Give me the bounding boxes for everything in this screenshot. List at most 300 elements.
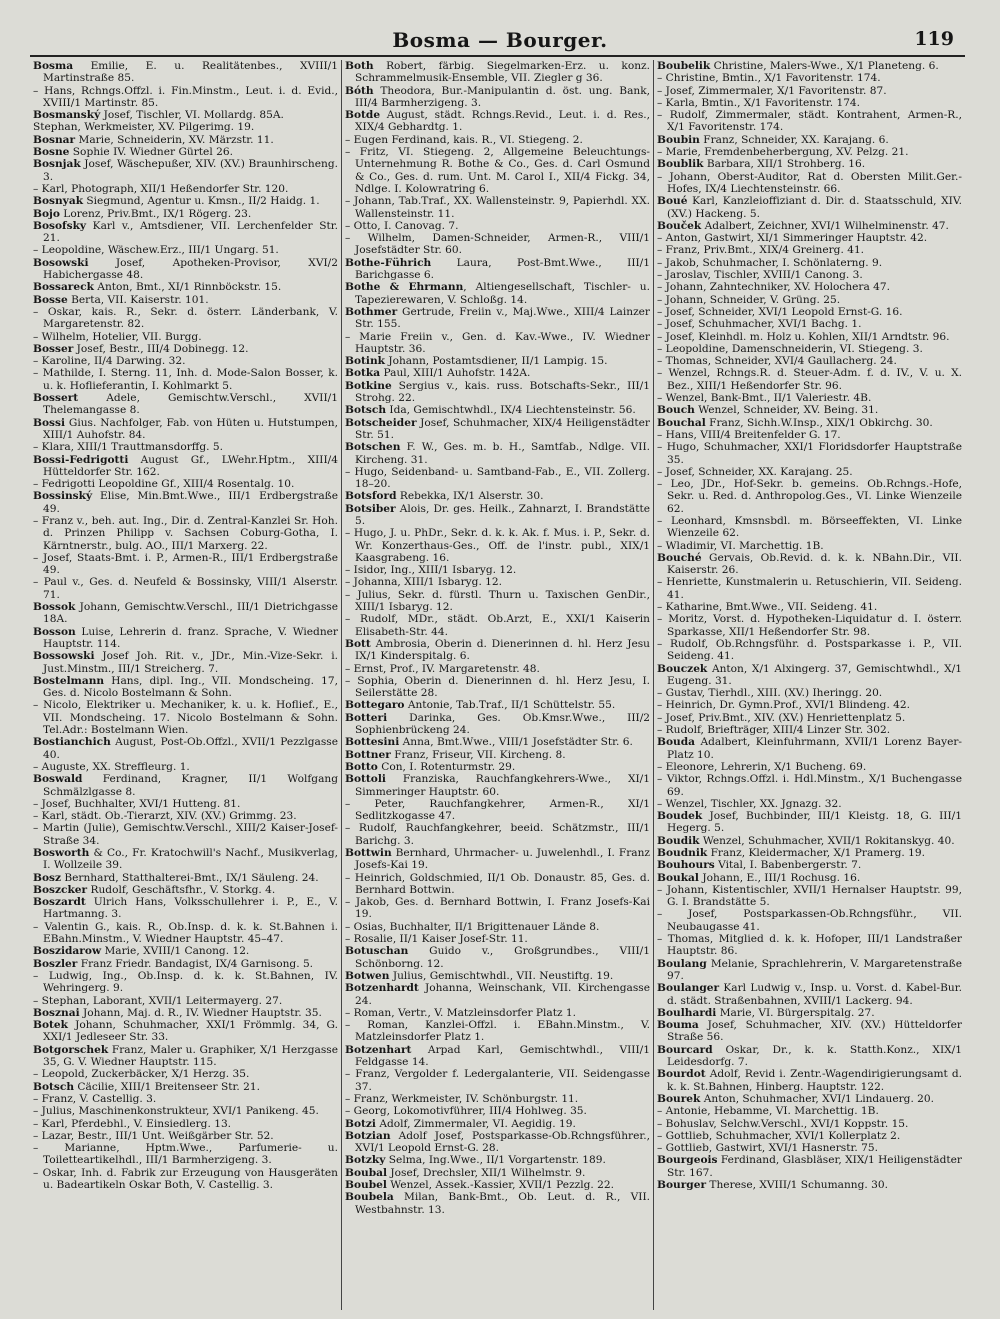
directory-entry [657,429,962,441]
directory-entry [33,183,338,195]
entry-details: – Julius, Sekr. d. fürstl. Thurn u. Taxischen GenDir., XIII/1 Isbaryg. 12. [345,588,650,614]
entry-details: – Fedrigotti Leopoldine Gf., XIII/4 Rosentalg. 10. [33,478,295,491]
entry-details: Luise, Lehrerin d. franz. Sprache, V. Wiedner Hauptstr. 114. [43,625,338,650]
entry-details: – Josef, Kleinhdl. m. Holz u. Kohlen, XII/1 Arndtstr. 96. [657,330,950,343]
entry-details: Selma, Ing.Wwe., II/1 Vorgartenstr. 189. [385,1154,606,1167]
entry-details: Bernhard, Uhrmacher- u. Juwelenhdl., I. Franz Josefs-Kai 19. [355,847,650,872]
directory-entry [345,109,650,134]
entry-surname: Boswald [33,773,83,786]
entry-details: – Henriette, Kunstmalerin u. Retuschierin, VII. Seideng. 41. [657,576,962,601]
entry-surname: Bosse [33,293,68,306]
directory-entry [345,933,650,945]
entry-details: Ambrosia, Oberin d. Dienerinnen d. hl. Herz Jesu IX/1 Kinderspitalg. 6. [355,637,650,663]
entry-surname: Bosznai [33,1006,80,1019]
entry-details: Josef, Drechsler, XII/1 Wilhelmstr. 9. [387,1166,586,1179]
entry-details: – Wladimir, VI. Marchettig. 1B. [657,539,824,552]
entry-surname: Bossi [33,416,65,429]
directory-entry [657,798,962,810]
entry-details: – Auguste, XX. Streffleurg. 1. [33,760,190,773]
entry-surname: Boulhardi [657,1006,717,1019]
entry-details: Hans, dipl. Ing., VII. Mondscheing. 17, Ges. d. Nicolo Bostelmann & Sohn. [43,674,338,700]
entry-details: Josef, Buchbinder, III/1 Kleistg. 18, G. III/1 Hegerg. 5. [667,810,962,835]
entry-surname: Botteri [345,711,388,724]
directory-entry [33,601,338,626]
directory-entry [33,1167,338,1192]
entry-surname: Bottoli [345,773,386,786]
directory-entry [345,970,650,982]
directory-entry [657,85,962,97]
entry-surname: Boubal [345,1166,388,1179]
entry-surname: Botsiber [345,502,396,515]
entry-details: – Karl, städt. Ob.-Tierarzt, XIV. (XV.) Grimmg. 23. [33,810,297,823]
entry-details: – Mathilde, I. Sterng. 11, Inh. d. Mode-Salon Bosser, k. u. k. Hoflieferantin, I. Kohlmarkt 5. [33,367,338,392]
entry-details: Johann, Gemischtw.Verschl., III/1 Dietrichgasse 18A. [43,601,338,626]
directory-entry [33,1130,338,1142]
entry-surname: Bouma [657,1019,699,1032]
entry-details: – Heinrich, Goldschmied, II/1 Ob. Donaustr. 85, Ges. d. Bernhard Bottwin. [345,871,650,896]
entry-details: Con, I. Rotenturmstr. 29. [377,760,516,773]
entry-details: – Josef, Postsparkassen-Ob.Rchngsführ., VII. Neubaugasse 41. [657,908,962,933]
directory-entry [657,134,962,146]
entry-details: Rudolf, Geschäftsfhr., V. Storkg. 4. [87,883,276,896]
entry-surname: Bosnar [33,133,76,146]
entry-details: – Paul v., Ges. d. Neufeld & Bossinsky, VIII/1 Alserstr. 71. [33,576,338,601]
directory-entry [33,60,338,85]
entry-details: – Roman, Kanzlei-Offzl. i. EBahn.Minstm., V. Matzleinsdorfer Platz 1. [345,1019,650,1044]
entry-details: Emilie, E. u. Realitätenbes., XVIII/1 Martinstraße 85. [43,60,338,85]
entry-details: Barbara, XII/1 Strohberg. 16. [703,158,866,171]
entry-details: – Otto, I. Canovag. 7. [345,219,459,232]
directory-entry [657,294,962,306]
directory-entry [345,1130,650,1155]
entry-surname: Bourek [657,1092,701,1105]
entry-details: Josef Joh. Rit. v., JDr., Min.-Vize-Sekr. i. Just.Minstm., III/1 Streicherg. 7. [43,650,338,675]
entry-details: – Isidor, Ing., XIII/1 Isbaryg. 12. [345,564,517,577]
entry-details: Josef, Wäschepußer, XIV. (XV.) Braunhirscheng. 3. [43,158,338,183]
directory-entry [657,859,962,871]
entry-details: – Hugo, Schuhmacher, XXI/1 Floridsdorfer Hauptstraße 35. [657,441,962,466]
directory-entry [345,355,650,367]
entry-surname: Bourgeois [657,1154,718,1167]
entry-details: – Thomas, Schneider, XVI/4 Gaullacherg. 24. [657,355,897,368]
directory-entry [657,158,962,170]
entry-details: Johanna, Weinschank, VII. Kirchengasse 24. [355,982,650,1007]
entry-details: – Anton, Gastwirt, XI/1 Simmeringer Hauptstr. 42. [657,232,928,245]
directory-entry [33,281,338,293]
directory-entry [33,552,338,577]
column-2 [342,60,653,1310]
directory-entry [657,687,962,699]
entry-details: – Oskar, kais. R., Sekr. d. österr. Länderbank, V. Margaretenstr. 82. [33,305,338,331]
entry-details: – Josef, Buchhalter, XVI/1 Hutteng. 81. [33,797,241,810]
directory-entry [657,1044,962,1069]
entry-surname: Bosma [33,60,74,72]
entry-surname: Bothmer [345,305,398,318]
directory-entry [33,810,338,822]
entry-details: – Josef, Zimmermaler, X/1 Favoritenstr. 87. [657,84,887,97]
entry-details: – Wenzel, Rchngs.R. d. Steuer-Adm. f. d. IV., V. u. X. Bez., XIII/1 Heßendorfer Str. 96. [657,367,962,392]
entry-surname: Bouček [657,219,702,232]
entry-surname: Boué [657,195,688,208]
entry-details: – Sophia, Oberin d. Dienerinnen d. hl. Herz Jesu, I. Seilerstätte 28. [345,674,650,700]
entry-details: – Hugo, Seidenband- u. Samtband-Fab., E., VII. Zollerg. 18–20. [345,465,650,491]
entry-surname: Bossok [33,601,76,614]
directory-entry [657,540,962,552]
entry-details: – Peter, Rauchfangkehrer, Armen-R., XI/1 Sedlitzkogasse 47. [345,797,650,823]
entry-surname: Bojo [33,207,60,220]
entry-details: – Nicolo, Elektriker u. Mechaniker, k. u. k. Hoflief., E., VII. Mondscheing. 17. Nicolo Bostelmann & Sohn. Tel.Adr.: Bostelmann Wien. [33,699,338,737]
entry-surname: Boublik [657,158,704,171]
directory-entry [345,220,650,232]
entry-details: – Jaroslav, Tischler, XVIII/1 Canong. 3. [657,269,863,282]
directory-entry [345,798,650,823]
directory-entry [33,847,338,872]
directory-entry [345,576,650,588]
directory-entry [657,404,962,416]
entry-details: Adalbert, Zeichner, XVI/1 Wilhelminenstr. 47. [701,219,949,232]
entry-details: Marie, VI. Bürgerspitalg. 27. [716,1006,875,1019]
directory-entry [33,884,338,896]
entry-surname: Boubela [345,1191,394,1204]
directory-entry [657,884,962,909]
directory-entry [657,392,962,404]
entry-details: Anton, Schuhmacher, XVI/1 Lindauerg. 20. [700,1092,935,1105]
entry-details: – Ludwig, Ing., Ob.Insp. d. k. k. St.Bahnen, IV. Wehringerg. 9. [33,969,338,995]
directory-entry [657,72,962,84]
directory-entry [33,675,338,700]
entry-details: Anton, Bmt., XI/1 Rinnböckstr. 15. [93,281,282,294]
directory-entry [345,589,650,614]
entry-details: Darinka, Ges. Ob.Kmsr.Wwe., III/2 Sophienbrückeng 24. [355,711,650,737]
directory-entry [657,331,962,343]
entry-details: Wenzel, Schneider, XV. Being. 31. [694,404,879,417]
entry-surname: Bouhours [657,859,715,872]
directory-entry [345,1019,650,1044]
directory-entry [657,1007,962,1019]
entry-surname: Bostelmann [33,674,105,687]
directory-entry [33,736,338,761]
entry-details: Franz Friedr. Bandagist, IX/4 Garnisong. 5. [77,957,314,970]
directory-entry [345,1093,650,1105]
directory-entry [33,699,338,736]
entry-details: Adele, Gemischtw.Verschl., XVII/1 Thelemangasse 8. [43,392,338,417]
entry-details: – Franz v., beh. aut. Ing., Dir. d. Zentral-Kanzlei Sr. Hoh. d. Prinzen Philipp v. Sachsen Coburg-Gotha, I. Kärntnerstr., bulg. AO., III/1 Marxerg. 22. [33,514,338,552]
directory-entry [657,343,962,355]
directory-entry [657,699,962,711]
directory-entry [345,1068,650,1093]
entry-surname: Bosowski [33,256,89,269]
entry-surname: Botek [33,1019,68,1032]
entry-surname: Botsch [345,404,387,417]
directory-entry [657,417,962,429]
directory-entry [657,109,962,134]
directory-entry [657,1105,962,1117]
entry-surname: Bosson [33,625,76,638]
entry-details: – Marie, Fremdenbeherbergung, XV. Pelzg. 21. [657,146,909,159]
entry-details: Adolf, Revid i. Zentr.-Wagendirigierungsamt d. k. k. St.Bahnen, Hinberg. Hauptstr. 122. [667,1068,962,1093]
entry-details: , Altiengesellschaft, Tischler- u. Tapezierewaren, V. Schloßg. 14. [355,281,650,306]
directory-entry [345,367,650,379]
entry-details: – Karl, Photograph, XII/1 Heßendorfer Str. 120. [33,182,289,195]
directory-entry [345,466,650,491]
entry-surname: Boudik [657,834,700,847]
directory-entry [657,958,962,983]
directory-entry [657,933,962,958]
directory-entry [345,896,650,921]
directory-entry [345,490,650,502]
directory-entry [33,109,338,121]
column-1 [30,60,341,1310]
directory-entry [657,306,962,318]
directory-entry [33,1105,338,1117]
directory-entry [345,257,650,282]
directory-entry [33,1142,338,1167]
entry-details: August, städt. Rchngs.Revid., Leut. i. d. Res., XIX/4 Gebhardtg. 1. [355,109,650,134]
entry-details: Adalbert, Kleinfuhrmann, XVII/1 Lorenz Bayer-Platz 10. [667,736,962,761]
entry-details: Josef, Bestr., III/4 Dobinegg. 12. [73,342,249,355]
directory-entry [345,749,650,761]
running-head: Bosma — Bourger. [392,28,608,52]
entry-surname: Bourdot [657,1068,706,1081]
entry-surname: Botscheider [345,416,417,429]
directory-entry [33,1081,338,1093]
directory-entry [657,146,962,158]
directory-entry [657,195,962,220]
directory-entry [657,847,962,859]
entry-surname: Botzenhart [345,1043,412,1056]
entry-details: Alois, Dr. ges. Heilk., Zahnarzt, I. Brandstätte 5. [355,502,650,527]
entry-details: Elise, Min.Bmt.Wwe., III/1 Erdbergstraße 49. [43,490,338,515]
entry-details: – Josef, Schneider, XX. Karajang. 25. [657,465,853,478]
entry-surname: Bouché [657,551,702,564]
entry-details: Karl v., Amtsdiener, VII. Lerchenfelder Str. 21. [43,219,338,245]
entry-surname: Bossi-Fedrigotti [33,453,129,466]
entry-surname: Botsch [33,1080,75,1093]
entry-surname: Botzenhardt [345,982,419,995]
entry-details: – Wenzel, Bank-Bmt., II/1 Valeriestr. 4B. [657,392,872,405]
directory-entry [345,306,650,331]
entry-details: – Franz, Priv.Bmt., XIX/4 Greinerg. 41. [657,244,865,257]
entry-details: Antonie, Tab.Traf., II/1 Schüttelstr. 55. [404,699,616,712]
directory-entry [33,306,338,331]
directory-entry [657,1142,962,1154]
entry-details: – Roman, Vertr., V. Matzleinsdorfer Platz 1. [345,1006,577,1019]
entry-details: Franz, Friseur, VII. Kircheng. 8. [390,748,566,761]
entry-details: – Karoline, II/4 Darwing. 32. [33,355,186,368]
directory-entry [345,417,650,442]
header-rule [30,55,965,57]
entry-surname: Both [345,60,374,72]
directory-entry [657,1118,962,1130]
entry-surname: Bouczek [657,662,708,675]
directory-entry [345,1154,650,1166]
entry-surname: Botgorschek [33,1043,109,1056]
entry-details: – Rudolf, Briefträger, XIII/4 Linzer Str. 302. [657,724,891,737]
directory-entry [345,60,650,85]
directory-entry [345,921,650,933]
entry-details: August, Post-Ob.Offzl., XVII/1 Pezzlgasse 40. [43,736,338,761]
entry-details: Sergius v., kais. russ. Botschafts-Sekr., III/1 Strohg. 22. [355,379,650,405]
entry-details: Ida, Gemischtwhdl., IX/4 Liechtensteinstr. 56. [386,404,636,417]
entry-details: – Rudolf, Ob.Rchngsführ. d. Postsparkasse i. P., VII. Seideng. 41. [657,637,962,663]
entry-surname: Boubel [345,1179,387,1192]
directory-entry [33,478,338,490]
entry-details: – Rudolf, Zimmermaler, städt. Kontrahent, Armen-R., X/1 Favoritenstr. 174. [657,109,962,134]
entry-details: – Hans, Rchngs.Offzl. i. Fin.Minstm., Leut. i. d. Evid., XVIII/1 Martinstr. 85. [33,84,338,109]
entry-details: Josef, Schuhmacher, XIV. (XV.) Hütteldorfer Straße 56. [667,1019,962,1044]
entry-details: Oskar, Dr., k. k. Statth.Konz., XIX/1 Leidesdorfg. 7. [667,1043,962,1069]
entry-details: – Karl, Pferdebhl., V. Einsiedlerg. 13. [33,1117,232,1130]
entry-details: Josef, Tischler, VI. Mollardg. 85A. [100,109,284,122]
directory-entry [33,454,338,479]
entry-surname: Boszcker [33,883,88,896]
directory-entry [657,1093,962,1105]
entry-details: – Eugen Ferdinand, kais. R., VI. Stiegeng. 2. [345,133,583,146]
directory-entry [657,257,962,269]
entry-details: – Johann, Zahntechniker, XV. Holochera 47. [657,281,891,294]
directory-entry [33,958,338,970]
entry-details: – Fritz, VI. Stiegeng. 2, Allgemeine Beleuchtungs-Unternehmung R. Bothe & Co., Ges. d. Carl Osmund & Co., Ges. d. rum. Unt. M. Carol I., XII/4 Fickg. 34, Ndlge. I. Kolowratring 6. [345,146,650,195]
entry-surname: Botzky [345,1154,386,1167]
directory-entry [33,220,338,245]
directory-entry [33,134,338,146]
entry-surname: Bosser [33,342,74,355]
entry-surname: Bouda [657,736,695,749]
entry-details: – Lazar, Bestr., III/1 Unt. Weißgärber Str. 52. [33,1129,274,1142]
entry-details: – Wilhelm, Damen-Schneider, Armen-R., VIII/1 Josefstädter Str. 60. [345,232,650,257]
directory-entry [33,921,338,946]
entry-details: Siegmund, Agentur u. Kmsn., II/2 Haidg. 1. [83,195,320,208]
entry-details: Johann, Postamtsdiener, II/1 Lampig. 15. [384,355,608,368]
entry-details: Ferdinand, Kragner, II/1 Wolfgang Schmälzlgasse 8. [43,773,338,798]
entry-details: Johann, E., III/1 Rochusg. 16. [698,871,861,884]
directory-entry [657,232,962,244]
entry-details: – Johann, Schneider, V. Grüng. 25. [657,293,841,306]
entry-details: – Josef, Priv.Bmt., XIV. (XV.) Henriettenplatz 5. [657,711,906,724]
directory-entry [345,847,650,872]
entry-surname: Botkine [345,379,392,392]
entry-surname: Bottesini [345,736,400,749]
entry-surname: Bothe & Ehrmann [345,281,464,294]
directory-entry [33,158,338,183]
directory-entry [33,773,338,798]
directory-entry [33,1093,338,1105]
directory-entry [33,515,338,552]
directory-entry [33,576,338,601]
entry-details: – Ernst, Prof., IV. Margaretenstr. 48. [345,662,540,675]
directory-entry [345,1179,650,1191]
directory-entry [657,220,962,232]
entry-surname: Bosmanský [33,109,101,122]
directory-entry [33,343,338,355]
directory-entry [657,613,962,638]
entry-surname: Bottner [345,748,391,761]
directory-entry [345,736,650,748]
entry-details: Cäcilie, XIII/1 Breitenseer Str. 21. [74,1080,260,1093]
entry-surname: Bosofsky [33,219,87,232]
entry-details: – Leo, JDr., Hof-Sekr. b. gemeins. Ob.Rchngs.-Hofe, Sekr. u. Red. d. Anthropolog.Ges., VI. Linke Wienzeile 62. [657,478,962,515]
entry-details: Guido v., Großgrundbes., VIII/1 Schönborng. 12. [355,945,650,970]
directory-entry [345,1007,650,1019]
directory-entry [345,638,650,663]
directory-entry [657,810,962,835]
directory-entry [33,798,338,810]
directory-entry [657,576,962,601]
entry-surname: Boszidarow [33,945,102,958]
entry-details: Theodora, Bur.-Manipulantin d. öst. ung. Bank, III/4 Barmherzigeng. 3. [355,84,650,109]
entry-surname: Boudnik [657,847,708,859]
entry-surname: Botzian [345,1129,391,1142]
directory-entry [345,441,650,466]
directory-entry [657,171,962,196]
entry-surname: Bourger [657,1179,707,1192]
entry-details: Paul, XIII/1 Auhofstr. 142A. [380,367,531,380]
entry-details: Franz, Schneider, XX. Karajang. 6. [699,133,889,146]
directory-entry [33,1007,338,1019]
entry-details: Stephan, Werkmeister, XV. Pilgerimg. 19. [33,121,255,134]
entry-surname: Bosnyak [33,195,84,208]
entry-details: – Josef, Schneider, XVI/1 Leopold Ernst-G. 16. [657,305,903,318]
entry-details: Lorenz, Priv.Bmt., IX/1 Rögerg. 23. [59,207,252,220]
entry-details: Anna, Bmt.Wwe., VIII/1 Josefstädter Str. 6. [399,736,633,749]
entry-details: Arpad Karl, Gemischtwhdl., VIII/1 Feldgasse 14. [355,1043,650,1069]
entry-details: – Julius, Maschinenkonstrukteur, XVI/1 Panikeng. 45. [33,1105,319,1118]
entry-surname: Bosworth [33,847,90,859]
entry-details: – Franz, Vergolder f. Ledergalanterie, VII. Seidengasse 37. [345,1068,650,1093]
entry-details: – Hans, VIII/4 Breitenfelder G. 17. [657,428,841,441]
entry-details: Robert, färbig. Siegelmarken-Erz. u. konz. Schrammelmusik-Ensemble, VII. Ziegler g 36. [355,60,650,85]
entry-details: Rebekka, IX/1 Alserstr. 30. [396,490,544,503]
entry-details: – Johann, Tab.Traf., XX. Wallensteinstr. 9, Papierhdl. XX. Wallensteinstr. 11. [345,195,650,220]
directory-entry [657,835,962,847]
entry-details: – Gottlieb, Schuhmacher, XVI/1 Kollerplatz 2. [657,1129,901,1142]
entry-details: Ferdinand, Glasbläser, XIX/1 Heiligenstädter Str. 167. [667,1154,962,1179]
directory-entry [657,1019,962,1044]
entry-details: – Johann, Oberst-Auditor, Rat d. Obersten Milit.Ger.-Hofes, IX/4 Liechtensteinstr. 66. [657,170,962,195]
directory-entry [657,761,962,773]
directory-entry [33,1068,338,1080]
directory-entry [33,1019,338,1044]
entry-surname: Bossert [33,392,79,405]
entry-surname: Botka [345,367,381,380]
entry-surname: Bostianchich [33,736,111,749]
entry-details: – Klara, XIII/1 Trauttmansdorffg. 5. [33,441,223,454]
entry-details: Bernhard, Statthalterei-Bmt., IX/1 Säuleng. 24. [61,871,319,884]
entry-surname: Botschen [345,441,401,454]
entry-surname: Bourcard [657,1043,713,1056]
entry-details: – Georg, Lokomotivführer, III/4 Hohlweg. 35. [345,1105,587,1118]
directory-entry [345,85,650,110]
entry-details: F. W., Ges. m. b. H., Samtfab., Ndlge. VII. Kircheng. 31. [355,441,650,466]
entry-details: Berta, VII. Kaiserstr. 101. [67,293,209,306]
entry-surname: Bosne [33,146,70,159]
directory-entry [345,761,650,773]
entry-details: – Antonie, Hebamme, VI. Marchettig. 1B. [657,1105,879,1118]
directory-entry [657,1154,962,1179]
directory-entry [345,663,650,675]
directory-entry [33,146,338,158]
directory-entry [33,257,338,282]
entry-surname: Bouch [657,404,695,417]
directory-entry [657,281,962,293]
entry-details: Franz, Sichh.W.Insp., XIX/1 Obkirchg. 30. [705,416,933,429]
entry-details: – Franz, Werkmeister, IV. Schönburgstr. 11. [345,1092,579,1105]
entry-details: – Karla, Bmtin., X/1 Favoritenstr. 174. [657,96,861,109]
column-3 [654,60,965,1310]
entry-surname: Bothe-Führich [345,256,432,269]
directory-entry [345,945,650,970]
entry-details: – Bohuslav, Selchw.Verschl., XVI/1 Koppstr. 15. [657,1117,909,1130]
